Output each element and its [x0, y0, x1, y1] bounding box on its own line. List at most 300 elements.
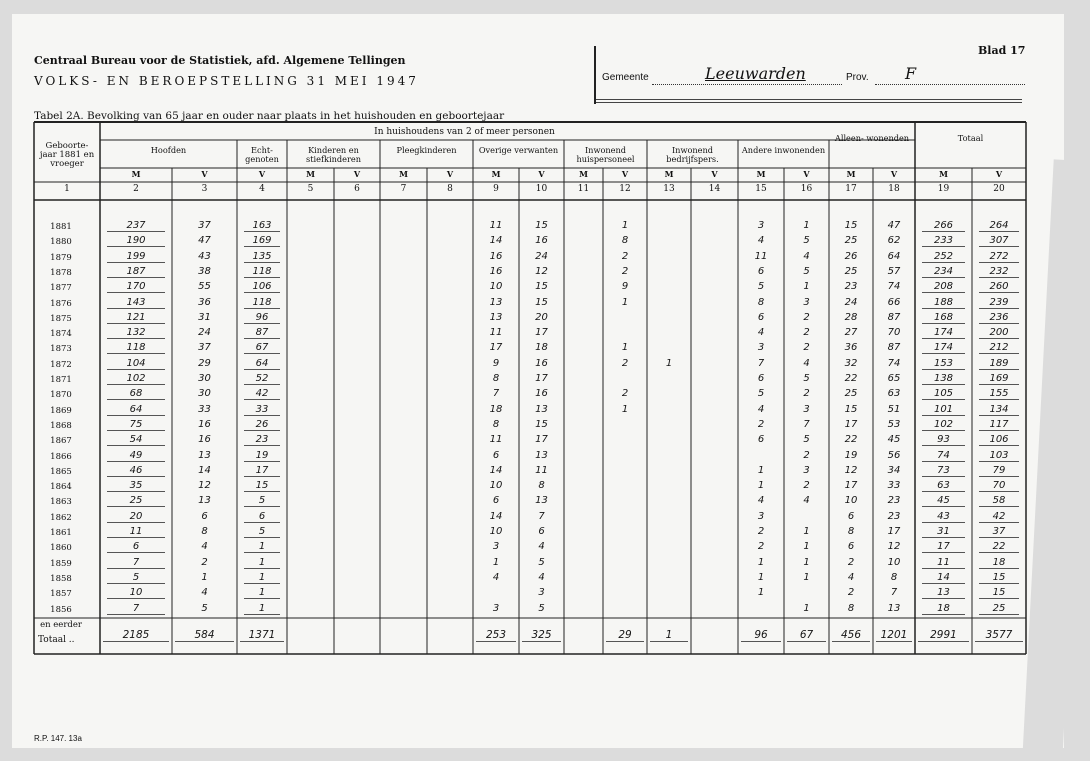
gemeente-value: Leeuwarden [705, 64, 806, 83]
cell-value: 117 [979, 419, 1019, 431]
cell-value: 2 [757, 526, 765, 537]
colnum: 7 [400, 184, 407, 194]
cell-value: 11 [489, 434, 503, 446]
cell-value: 62 [887, 235, 901, 247]
group-header: Kinderen en stiefkinderen [306, 145, 361, 164]
cell-value: 22 [844, 373, 858, 384]
cell-value: 12 [887, 541, 901, 553]
cell-value: 15 [844, 220, 858, 231]
cell-value: 63 [922, 480, 965, 492]
cell-value: 6 [757, 265, 765, 277]
year-label: 1870 [50, 390, 72, 401]
cell-value: 13 [887, 602, 901, 614]
cell-value: 8 [847, 526, 855, 537]
colnum: 13 [663, 184, 675, 194]
cell-value: 252 [922, 251, 965, 263]
cell-value: 35 [107, 480, 165, 492]
cell-value: 1 [757, 480, 765, 492]
sub-header: M [756, 169, 766, 179]
cell-value: 2 [621, 357, 629, 369]
cell-value: 55 [198, 281, 211, 293]
total-value: 584 [175, 629, 234, 642]
cell-value: 236 [979, 312, 1019, 324]
cell-value: 14 [198, 464, 211, 476]
cell-value: 43 [922, 511, 965, 523]
cell-value: 2 [757, 418, 765, 430]
cell-value: 16 [535, 388, 548, 400]
cell-value: 37 [979, 526, 1019, 538]
cell-value: 8 [890, 571, 898, 583]
group-header: Andere inwonenden [741, 145, 826, 155]
cell-value: 30 [198, 373, 211, 384]
year-label: 1864 [50, 482, 72, 493]
year-label: 1880 [50, 237, 72, 248]
year-label: 1868 [50, 420, 72, 431]
cell-value: 30 [198, 388, 211, 400]
colnum: 8 [447, 184, 453, 194]
cell-value: 4 [492, 571, 500, 583]
org-line: Centraal Bureau voor de Statistiek, afd. Algemene Tellingen [34, 54, 406, 67]
sub-header: M [664, 169, 674, 179]
cell-value: 7 [492, 388, 500, 400]
cell-value: 36 [844, 342, 858, 354]
cell-value: 17 [535, 434, 548, 446]
cell-value: 5 [244, 495, 280, 507]
cell-value: 1 [244, 541, 280, 553]
cell-value: 212 [979, 342, 1019, 354]
cell-value: 233 [922, 235, 965, 247]
cell-value: 8 [538, 480, 545, 492]
cell-value: 169 [979, 373, 1019, 385]
cell-value: 2 [621, 388, 629, 400]
cell-value: 3 [757, 510, 765, 522]
cell-value: 170 [107, 281, 165, 293]
year-label: 1877 [50, 283, 72, 294]
cell-value: 25 [979, 603, 1019, 615]
cell-value: 6 [244, 511, 280, 523]
year-label: 1869 [50, 405, 72, 416]
cell-value: 10 [887, 556, 901, 568]
group-header: Pleegkinderen [396, 145, 457, 155]
cell-value: 33 [244, 404, 280, 416]
cell-value: 23 [887, 510, 901, 522]
cell-value: 15 [244, 480, 280, 492]
cell-value: 11 [754, 250, 768, 262]
cell-value: 2 [847, 587, 855, 599]
cell-value: 87 [887, 342, 901, 354]
cell-value: 24 [198, 327, 211, 339]
cell-value: 70 [887, 327, 901, 339]
cell-value: 45 [922, 495, 965, 507]
total-value: 1 [650, 629, 688, 642]
group-header: Inwonend bedrijfspers. [666, 145, 719, 164]
cell-value: 4 [757, 327, 765, 339]
cell-value: 64 [107, 404, 165, 416]
cell-value: 8 [621, 235, 629, 247]
cell-value: 36 [198, 296, 211, 308]
colnum: 15 [755, 184, 767, 194]
cell-value: 174 [922, 342, 965, 354]
cell-value: 2 [621, 265, 629, 277]
cell-value: 2 [803, 311, 810, 323]
cell-value: 106 [244, 281, 280, 293]
cell-value: 47 [887, 220, 901, 231]
cell-value: 8 [757, 296, 765, 308]
sub-header: V [258, 169, 266, 179]
cell-value: 4 [803, 357, 810, 369]
cell-value: 2 [201, 556, 208, 568]
cell-value: 87 [244, 327, 280, 339]
cell-value: 6 [847, 510, 855, 522]
cell-value: 200 [979, 327, 1019, 339]
cell-value: 266 [922, 220, 965, 232]
cell-value: 6 [757, 434, 765, 446]
cell-value: 87 [887, 311, 901, 323]
group-header: Totaal [957, 133, 984, 143]
cell-value: 1 [803, 220, 810, 231]
cell-value: 5 [757, 281, 765, 293]
en-eerder-label: en eerder [40, 619, 82, 630]
cell-value: 15 [535, 281, 548, 293]
cell-value: 8 [201, 526, 208, 537]
colnum: 12 [619, 184, 631, 194]
group-header: Hoofden [150, 145, 187, 155]
cell-value: 13 [198, 449, 211, 461]
cell-value: 7 [538, 510, 545, 522]
cell-value: 102 [107, 373, 165, 385]
colnum: 2 [133, 184, 139, 194]
cell-value: 10 [844, 495, 858, 507]
cell-value: 93 [922, 434, 965, 446]
cell-value: 13 [198, 495, 211, 507]
prov-value: F [905, 64, 917, 83]
group-header: Inwonend huispersoneel [576, 145, 635, 164]
cell-value: 53 [887, 418, 901, 430]
cell-value: 79 [979, 465, 1019, 477]
cell-value: 118 [244, 297, 280, 309]
cell-value: 16 [198, 434, 211, 446]
cell-value: 153 [922, 358, 965, 370]
cell-value: 1 [244, 603, 280, 615]
cell-value: 74 [922, 450, 965, 462]
colnum: 16 [800, 184, 813, 194]
sub-header: V [538, 169, 545, 179]
cell-value: 17 [887, 526, 901, 537]
cell-value: 33 [198, 403, 211, 415]
cell-value: 4 [757, 495, 765, 507]
cell-value: 3 [803, 464, 810, 476]
cell-value: 4 [201, 587, 208, 599]
cell-value: 51 [887, 403, 901, 415]
sub-header: V [353, 169, 361, 179]
cell-value: 2 [803, 480, 810, 492]
cell-value: 33 [887, 480, 901, 492]
year-label: 1874 [50, 329, 72, 340]
cell-value: 1 [665, 357, 673, 369]
year-label: 1865 [50, 466, 72, 477]
cell-value: 13 [489, 296, 503, 308]
sub-header: V [711, 169, 718, 179]
cell-value: 6 [107, 541, 165, 553]
cell-value: 234 [922, 266, 965, 278]
cell-value: 7 [803, 418, 810, 430]
year-label: 1857 [50, 589, 72, 600]
cell-value: 13 [535, 403, 548, 415]
cell-value: 5 [244, 526, 280, 538]
colnum: 10 [535, 184, 548, 194]
cell-value: 19 [844, 449, 858, 461]
cell-value: 11 [489, 220, 503, 231]
year-label: 1875 [50, 313, 72, 324]
year-label: 1862 [50, 512, 72, 523]
total-value: 2185 [103, 629, 169, 642]
cell-value: 4 [803, 495, 810, 507]
total-value: 29 [606, 629, 644, 642]
cell-value: 15 [535, 220, 548, 231]
cell-value: 23 [844, 281, 858, 293]
colnum: 9 [493, 184, 499, 194]
cell-value: 6 [492, 449, 500, 461]
cell-value: 25 [844, 235, 858, 247]
cell-value: 37 [198, 342, 211, 354]
cell-value: 18 [922, 603, 965, 615]
cell-value: 9 [621, 281, 629, 293]
cell-value: 15 [535, 296, 548, 308]
form-code: R.P. 147. 13a [34, 734, 82, 743]
total-value: 67 [787, 629, 826, 642]
cell-value: 1 [621, 220, 629, 231]
cell-value: 16 [489, 250, 503, 262]
cell-value: 29 [198, 357, 211, 369]
cell-value: 12 [535, 265, 548, 277]
cell-value: 174 [922, 327, 965, 339]
cell-value: 1 [803, 556, 810, 568]
cell-value: 45 [887, 434, 901, 446]
cell-value: 143 [107, 297, 165, 309]
cell-value: 15 [844, 403, 858, 415]
cell-value: 188 [922, 297, 965, 309]
cell-value: 42 [244, 388, 280, 400]
cell-value: 1 [201, 571, 208, 583]
cell-value: 189 [979, 358, 1019, 370]
year-label: 1860 [50, 543, 72, 554]
cell-value: 3 [492, 541, 500, 553]
cell-value: 155 [979, 388, 1019, 400]
cell-value: 199 [107, 251, 165, 263]
cell-value: 132 [107, 327, 165, 339]
cell-value: 42 [979, 511, 1019, 523]
sub-header: M [491, 169, 501, 179]
total-value: 325 [522, 629, 561, 642]
cell-value: 15 [979, 572, 1019, 584]
cell-value: 5 [538, 556, 545, 568]
cell-value: 14 [489, 235, 503, 247]
cell-value: 17 [489, 342, 503, 354]
cell-value: 15 [979, 587, 1019, 599]
colnum: 4 [259, 184, 265, 194]
cell-value: 13 [922, 587, 965, 599]
cell-value: 57 [887, 265, 901, 277]
cell-value: 3 [757, 220, 765, 231]
cell-value: 1 [621, 403, 629, 415]
cell-value: 5 [803, 235, 810, 247]
cell-value: 3 [538, 587, 545, 599]
page-number: Blad 17 [978, 44, 1026, 57]
cell-value: 20 [535, 311, 548, 323]
cell-value: 7 [107, 557, 165, 569]
cell-value: 54 [107, 434, 165, 446]
total-value: 1371 [240, 629, 284, 642]
cell-value: 34 [887, 464, 901, 476]
cell-value: 6 [847, 541, 855, 553]
cell-value: 2 [803, 327, 810, 339]
cell-value: 3 [492, 602, 500, 614]
cell-value: 20 [107, 511, 165, 523]
cell-value: 1 [492, 556, 500, 568]
cell-value: 4 [757, 235, 765, 247]
cell-value: 4 [803, 250, 810, 262]
total-value: 1201 [876, 629, 912, 642]
cell-value: 24 [535, 250, 548, 262]
year-label: 1863 [50, 497, 72, 508]
cell-value: 23 [887, 495, 901, 507]
cell-value: 65 [887, 373, 901, 384]
cell-value: 63 [887, 388, 901, 400]
year-label: 1876 [50, 298, 72, 309]
sub-header: M [846, 169, 856, 179]
cell-value: 1 [244, 587, 280, 599]
cell-value: 17 [535, 373, 548, 384]
cell-value: 13 [535, 449, 548, 461]
cell-value: 7 [757, 357, 765, 369]
cell-value: 15 [535, 418, 548, 430]
cell-value: 10 [107, 587, 165, 599]
colnum: 5 [307, 184, 314, 194]
cell-value: 6 [757, 311, 765, 323]
cell-value: 239 [979, 297, 1019, 309]
cell-value: 121 [107, 312, 165, 324]
cell-value: 10 [489, 480, 503, 492]
sub-header: V [446, 169, 454, 179]
cell-value: 5 [803, 265, 810, 277]
cell-value: 1 [803, 526, 810, 537]
cell-value: 6 [757, 373, 765, 384]
cell-value: 11 [535, 464, 548, 476]
sub-header: V [621, 169, 629, 179]
year-label: 1879 [50, 252, 72, 263]
cell-value: 66 [887, 296, 901, 308]
cell-value: 13 [535, 495, 548, 507]
cell-value: 2 [803, 342, 810, 354]
cell-value: 1 [244, 572, 280, 584]
cell-value: 19 [244, 450, 280, 462]
cell-value: 1 [757, 556, 765, 568]
cell-value: 8 [492, 373, 500, 384]
cell-value: 8 [847, 602, 855, 614]
colnum: 11 [577, 184, 590, 194]
cell-value: 6 [492, 495, 500, 507]
cell-value: 56 [887, 449, 901, 461]
cell-value: 272 [979, 251, 1019, 263]
cell-value: 13 [489, 311, 503, 323]
cell-value: 27 [844, 327, 858, 339]
cell-value: 25 [844, 388, 858, 400]
cell-value: 25 [107, 495, 165, 507]
cell-value: 134 [979, 404, 1019, 416]
cell-value: 1 [621, 296, 629, 308]
cell-value: 96 [244, 312, 280, 324]
sub-header: V [803, 169, 810, 179]
cell-value: 52 [244, 373, 280, 385]
cell-value: 25 [844, 265, 858, 277]
cell-value: 3 [803, 403, 810, 415]
cell-value: 31 [198, 311, 211, 323]
year-label: 1881 [50, 222, 72, 232]
cell-value: 43 [198, 250, 211, 262]
cell-value: 74 [887, 357, 901, 369]
group-header: Overige verwanten [478, 145, 559, 155]
colnum: 19 [937, 184, 950, 194]
cell-value: 31 [922, 526, 965, 538]
cell-value: 169 [244, 235, 280, 247]
gemeente-label: Gemeente [602, 72, 649, 83]
cell-value: 4 [757, 403, 765, 415]
cell-value: 1 [803, 281, 810, 293]
totaal-label: Totaal .. [38, 635, 75, 645]
cell-value: 4 [538, 571, 545, 583]
cell-value: 75 [107, 419, 165, 431]
cell-value: 190 [107, 235, 165, 247]
colnum: 6 [354, 184, 360, 194]
sub-header: M [579, 169, 588, 179]
colnum: 1 [64, 184, 70, 194]
cell-value: 5 [757, 388, 765, 400]
geboortejaar-header: Geboorte- jaar 1881 en vroeger [39, 141, 95, 169]
year-label: 1878 [50, 267, 72, 278]
cell-value: 2 [803, 388, 810, 400]
table-title: Tabel 2A. Bevolking van 65 jaar en ouder naar plaats in het huishouden en geboortejaar [34, 110, 505, 122]
cell-value: 1 [803, 541, 810, 553]
cell-value: 32 [844, 357, 858, 369]
cell-value: 64 [887, 250, 901, 262]
cell-value: 208 [922, 281, 965, 293]
colnum: 18 [888, 184, 900, 194]
colnum: 3 [201, 184, 208, 194]
cell-value: 307 [979, 235, 1019, 247]
cell-value: 37 [198, 220, 211, 231]
cell-value: 73 [922, 465, 965, 477]
cell-value: 17 [244, 465, 280, 477]
cell-value: 3 [757, 342, 765, 354]
colnum: 14 [708, 184, 721, 194]
total-value: 96 [741, 629, 781, 642]
cell-value: 14 [922, 572, 965, 584]
cell-value: 16 [198, 418, 211, 430]
cell-value: 1 [803, 602, 810, 614]
cell-value: 23 [244, 434, 280, 446]
group-header: Echt- genoten [245, 145, 279, 164]
cell-value: 10 [489, 526, 503, 537]
cell-value: 104 [107, 358, 165, 370]
cell-value: 1 [757, 587, 765, 599]
cell-value: 1 [803, 571, 810, 583]
prov-label: Prov. [846, 72, 869, 83]
cell-value: 260 [979, 281, 1019, 293]
cell-value: 11 [489, 327, 503, 339]
cell-value: 187 [107, 266, 165, 278]
cell-value: 24 [844, 296, 858, 308]
cell-value: 4 [201, 541, 208, 553]
